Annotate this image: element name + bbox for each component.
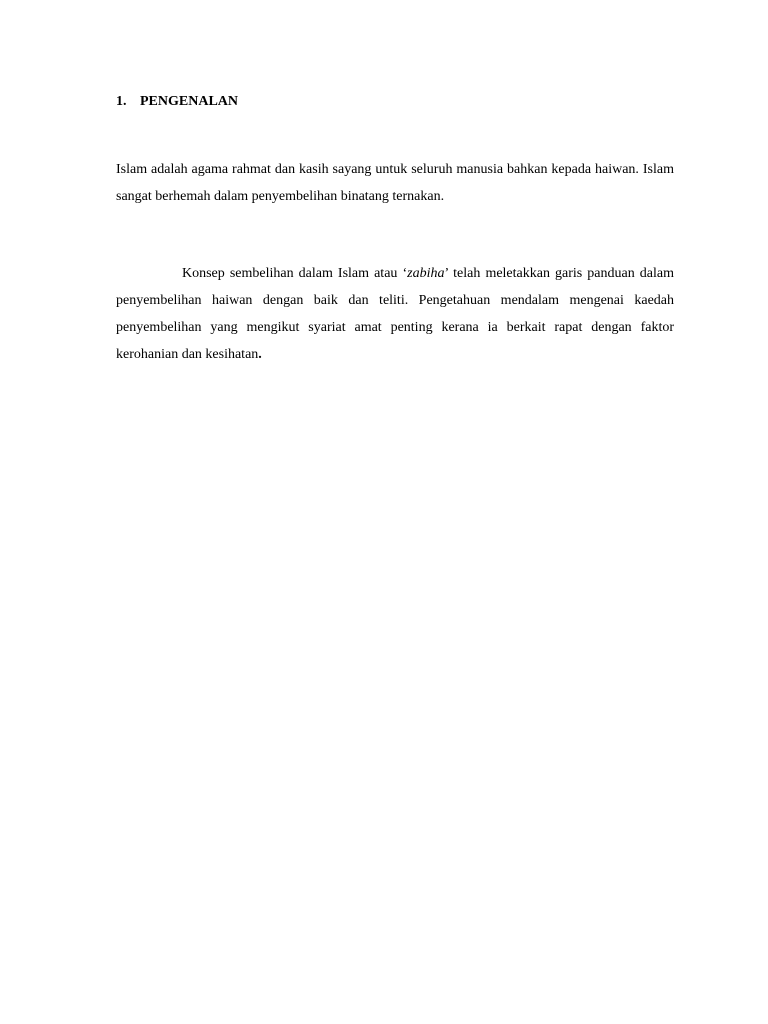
paragraph-concept-rest: ’ telah meletakkan garis panduan dalam penyembelihan haiwan dengan baik dan teliti. Pengetahuan mendalam mengenai kaedah penyembelihan yang mengikut syariat amat penting kerana ia berkait rapat dengan faktor kerohanian dan kesihatan bbox=[116, 266, 674, 362]
paragraph-intro: Islam adalah agama rahmat dan kasih sayang untuk seluruh manusia bahkan kepada haiwan. Islam sangat berhemah dalam penyembelihan binatang ternakan. bbox=[116, 162, 674, 204]
paragraph-concept-start: Konsep sembelihan dalam Islam atau ‘ bbox=[182, 266, 408, 281]
term-zabiha: zabiha bbox=[407, 266, 445, 281]
paragraph-concept-end: . bbox=[258, 347, 262, 362]
section-number: 1. bbox=[116, 94, 127, 109]
section-title: PENGENALAN bbox=[140, 94, 239, 109]
section-heading bbox=[116, 93, 238, 111]
paragraph-concept bbox=[116, 260, 674, 368]
